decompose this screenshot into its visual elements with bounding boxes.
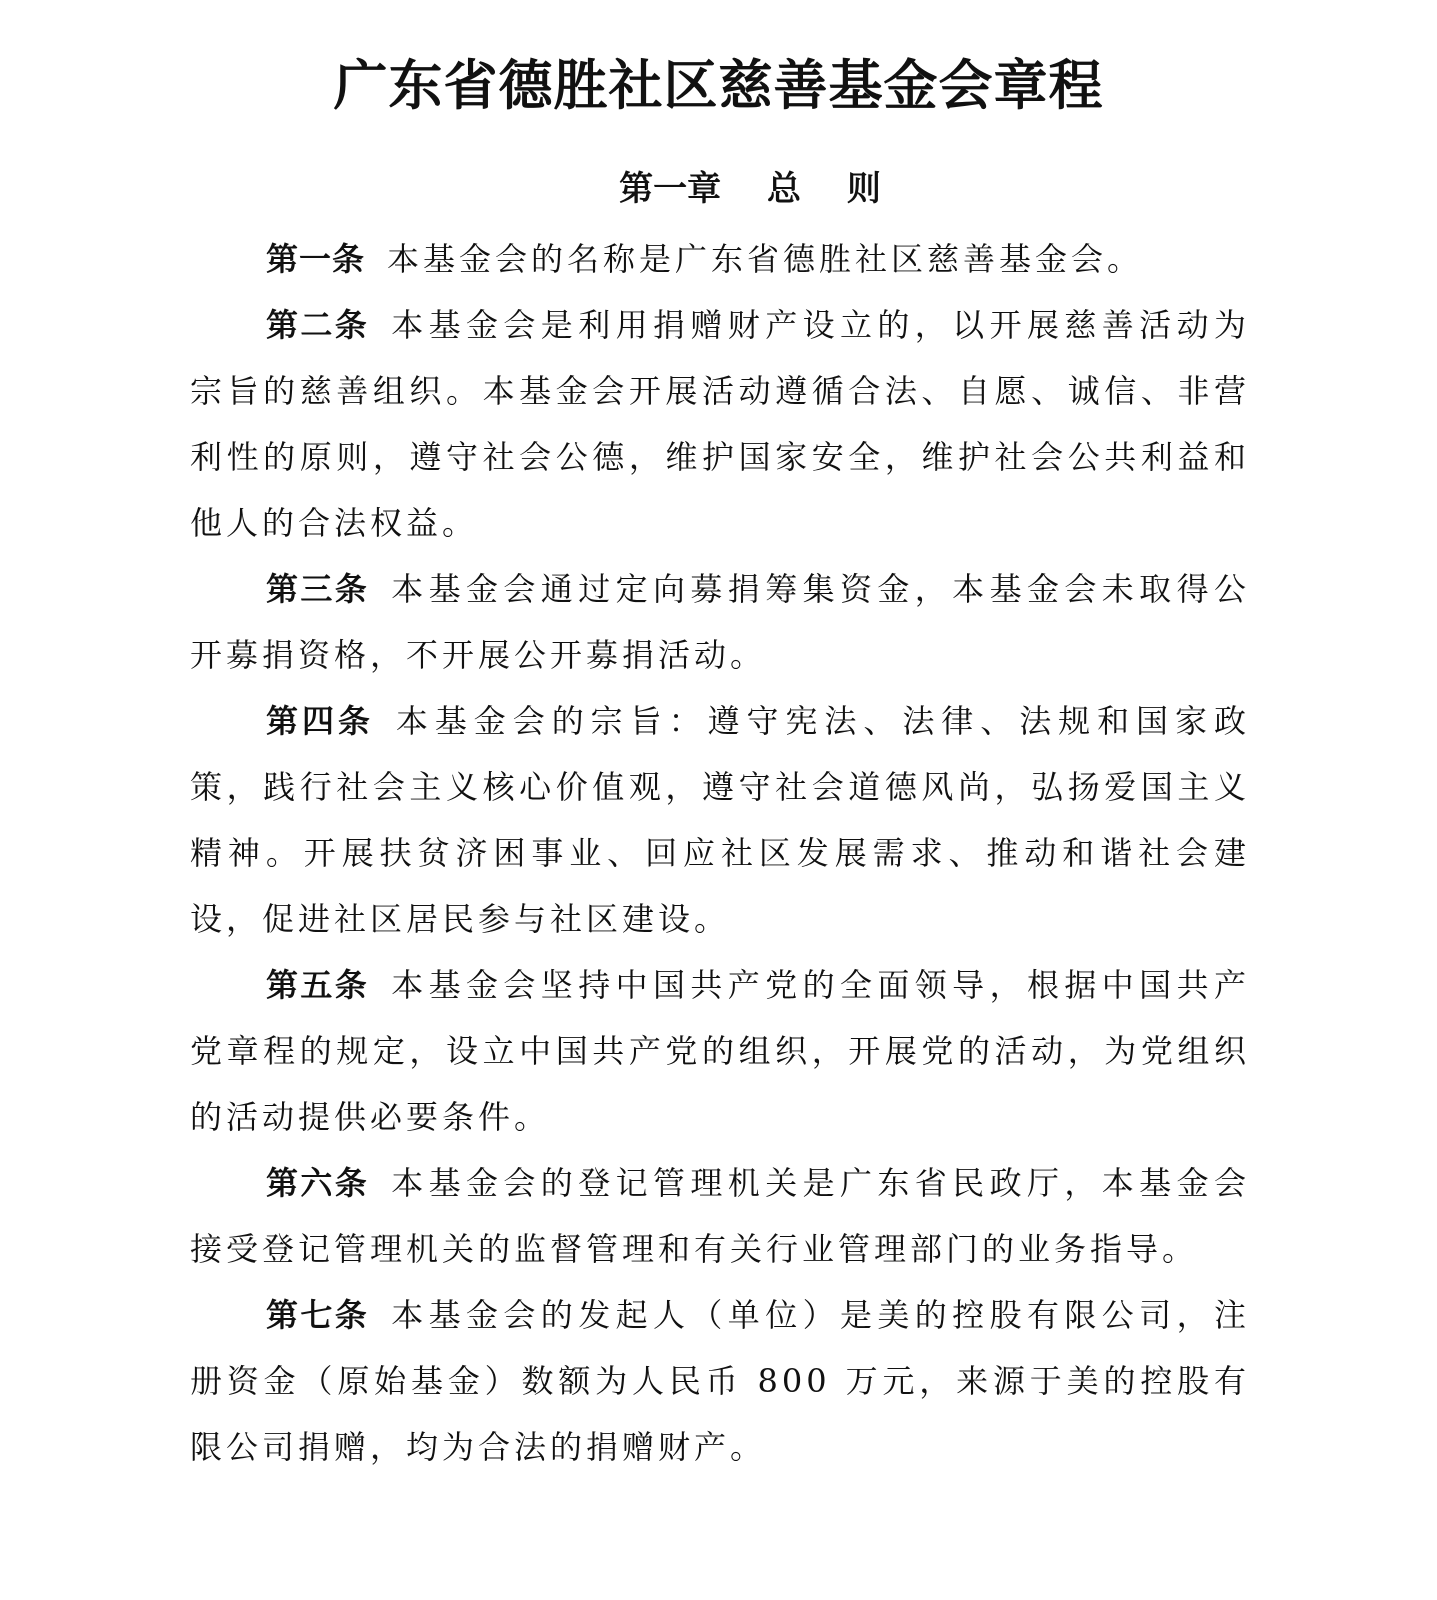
article-6 <box>190 1150 1250 1282</box>
article-label: 第六条 <box>266 1164 370 1202</box>
article-text: 本基金会的名称是广东省德胜社区慈善基金会。 <box>387 240 1144 278</box>
article-text: 本基金会坚持中国共产党的全面领导，根据中国共产党章程的规定，设立中国共产党的组织，开展党的活动，为党组织的活动提供必要条件。 <box>190 966 1250 1136</box>
document-body <box>190 226 1250 1480</box>
article-label: 第四条 <box>266 702 374 740</box>
article-text: 本基金会的登记管理机关是广东省民政厅，本基金会接受登记管理机关的监督管理和有关行业管理部门的业务指导。 <box>190 1164 1250 1268</box>
article-2 <box>190 292 1250 556</box>
article-label: 第三条 <box>266 570 370 608</box>
article-text: 本基金会的宗旨：遵守宪法、法律、法规和国家政策，践行社会主义核心价值观，遵守社会道德风尚，弘扬爱国主义精神。开展扶贫济困事业、回应社区发展需求、推动和谐社会建设，促进社区居民参与社区建设。 <box>190 702 1250 938</box>
article-text: 本基金会通过定向募捐筹集资金，本基金会未取得公开募捐资格，不开展公开募捐活动。 <box>190 570 1250 674</box>
article-label: 第一条 <box>266 240 366 278</box>
document-title: 广东省德胜社区慈善基金会章程 <box>333 53 1104 117</box>
article-4 <box>190 688 1250 952</box>
article-7 <box>190 1282 1250 1480</box>
article-label: 第七条 <box>266 1296 370 1334</box>
chapter-heading: 第一章 总 则 <box>619 169 881 209</box>
article-text: 本基金会是利用捐赠财产设立的，以开展慈善活动为宗旨的慈善组织。本基金会开展活动遵循合法、自愿、诚信、非营利性的原则，遵守社会公德，维护国家安全，维护社会公共利益和他人的合法权益。 <box>190 306 1250 542</box>
article-text: 本基金会的发起人（单位）是美的控股有限公司，注册资金（原始基金）数额为人民币 800 万元，来源于美的控股有限公司捐赠，均为合法的捐赠财产。 <box>190 1296 1250 1466</box>
article-label: 第五条 <box>266 966 370 1004</box>
article-3 <box>190 556 1250 688</box>
article-5 <box>190 952 1250 1150</box>
article-1 <box>190 226 1250 292</box>
article-label: 第二条 <box>266 306 370 344</box>
